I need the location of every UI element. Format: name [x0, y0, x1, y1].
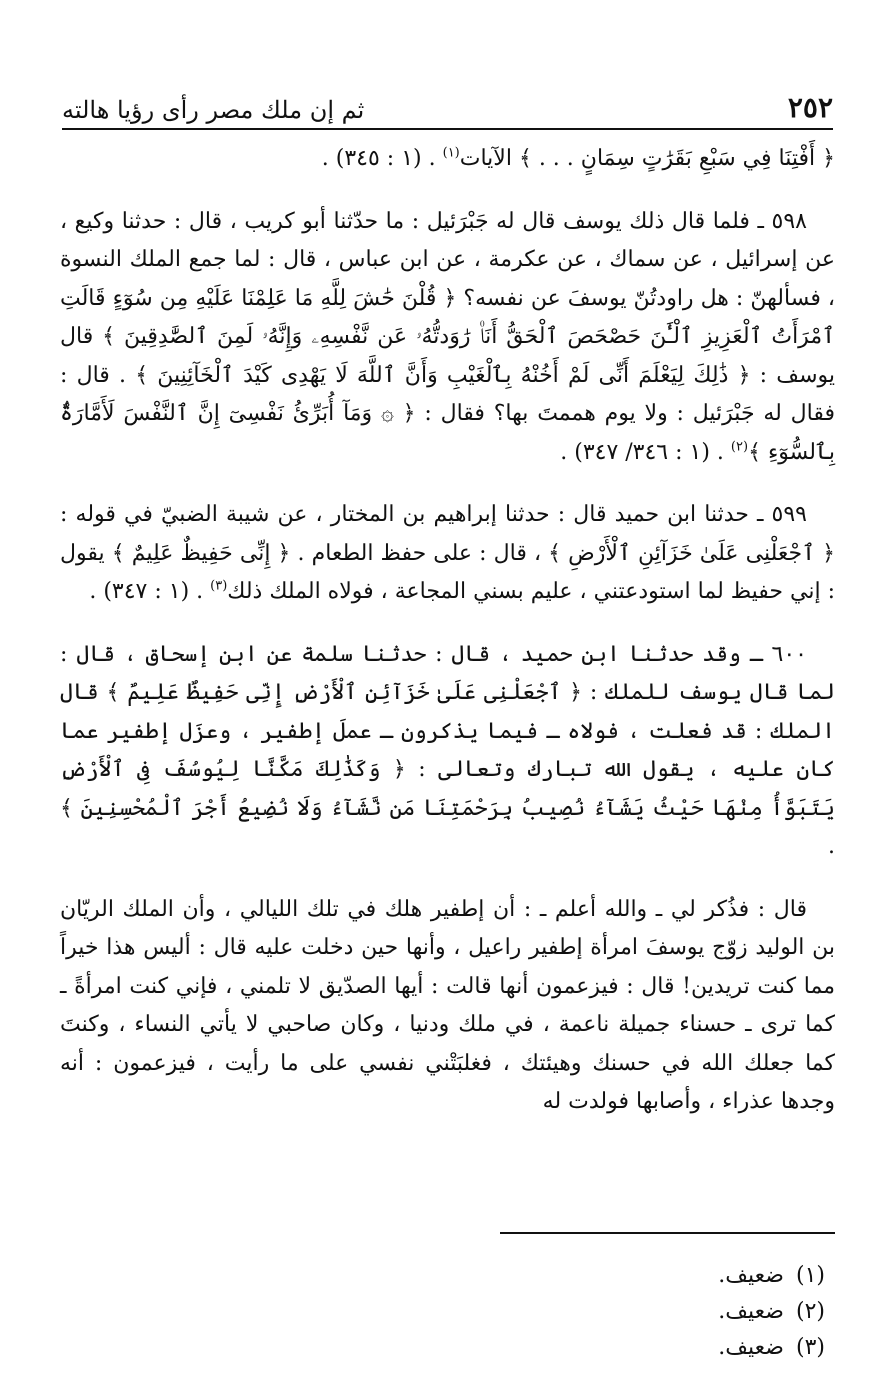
footnote-ref: (١) [442, 145, 460, 161]
footnote-divider [500, 1232, 835, 1234]
paragraph-600: ٦٠٠ ـ وقد حدثنا ابن حميد ، قال : حدثنا سلمة عن ابن إسحاق ، قال : لما قال يوسف للملك : ﴿ ٱجْعَلْنِى عَلَىٰ خَزَآئِنِ ٱلْأَرْضِ إِنِّى حَفِيظٌ عَلِيمٌ ﴾ قال الملك : قد فعلت ، فولاه ـ فيما يذكرون ـ عملَ إطفير ، وعزَل إطفير عما كان عليه ، يقول الله تبارك وتعالى : ﴿ وَكَذَٰلِكَ مَكَّنَّا لِيُوسُفَ فِى ٱلْأَرْضِ يَتَبَوَّأُ مِنْهَا حَيْثُ يَشَآءُ نُصِيبُ بِرَحْمَتِنَا مَن نَّشَآءُ وَلَا نُضِيعُ أَجْرَ ٱلْمُحْسِنِينَ ﴾ . [60, 641, 835, 859]
page-header [62, 78, 833, 130]
footnote-item: (٣) ضعيف. [718, 1335, 825, 1360]
paragraph-599: ٥٩٩ ـ حدثنا ابن حميد قال : حدثنا إبراهيم بن المختار ، عن شيبة الضبيّ في قوله : ﴿ ٱجْعَلْنِى عَلَىٰ خَزَآئِنِ ٱلْأَرْضِ ﴾ ، قال : على حفظ الطعام . ﴿ إِنِّى حَفِيظٌ عَلِيمٌ ﴾ يقول : إني حفيظ لما استودعتني ، عليم بسني المجاعة ، فولاه الملك ذلك$^{(٣)}$ . (١ : ٣٤٧) . [60, 502, 835, 604]
paragraph-verse-ref: ﴿ أَفْتِنَا فِي سَبْعِ بَقَرَٰتٍ سِمَانٍ . . . ﴾ الآيات$^{(١)}$ . (١ : ٣٤٥) . [321, 145, 835, 171]
page-number: ٢٥٢ [787, 91, 833, 124]
main-text [60, 140, 835, 1122]
footnote-item: (١) ضعيف. [718, 1263, 825, 1288]
running-title: ثم إن ملك مصر رأى رؤيا هالته [62, 96, 365, 124]
footnotes [718, 1258, 825, 1366]
paragraph-narrative: قال : فذُكر لي ـ والله أعلم ـ : أن إطفير هلك في تلك الليالي ، وأن الملك الريّان بن الوليد زوّج يوسفَ امرأة إطفير راعيل ، وأنها حين دخلت عليه قال : أليس هذا خيراً مما كنت تريدين! قال : فيزعمون أنها قالت : أيها الصدّيق لا تلمني ، فإني كنت امرأةً ـ كما ترى ـ حسناء جميلة ناعمة ، في ملك ودنيا ، وكان صاحبي لا يأتي النساء ، وكنتَ كما جعلك الله في حسنك وهيئتك ، فغلبَتْني نفسي على ما رأيت ، فيزعمون : أنه وجدها عذراء ، وأصابها فولدت له [60, 896, 835, 1114]
paragraph-598: ٥٩٨ ـ فلما قال ذلك يوسف قال له جَبْرَئيل : ما حدّثنا أبو كريب ، قال : حدثنا وكيع ، عن إسرائيل ، عن سماك ، عن عكرمة ، عن ابن عباس ، قال : لما جمع الملك النسوة ، فسألهنّ : هل راودتُنّ يوسفَ عن نفسه؟ ﴿ قُلْنَ حَٰشَ لِلَّهِ مَا عَلِمْنَا عَلَيْهِ مِن سُوٓءٍ قَالَتِ ٱمْرَأَتُ ٱلْعَزِيزِ ٱلْـَٰٔنَ حَصْحَصَ ٱلْحَقُّ أَنَا۠ رَٰوَدتُّهُۥ عَن نَّفْسِهِۦ وَإِنَّهُۥ لَمِنَ ٱلصَّٰدِقِينَ ﴾ قال يوسف : ﴿ ذَٰلِكَ لِيَعْلَمَ أَنِّى لَمْ أَخُنْهُ بِٱلْغَيْبِ وَأَنَّ ٱللَّهَ لَا يَهْدِى كَيْدَ ٱلْخَآئِنِينَ ﴾ . قال : فقال له جَبْرَئيل : ولا يوم هممتَ بها؟ فقال : ﴿ ۞ وَمَآ أُبَرِّئُ نَفْسِىٓ إِنَّ ٱلنَّفْسَ لَأَمَّارَةٌۢ بِٱلسُّوٓءِ ﴾$^{(٢)}$ . (١ : ٣٤٦/ ٣٤٧) . [60, 208, 835, 465]
footnote-ref: (٢) [730, 439, 749, 455]
footnote-item: (٢) ضعيف. [718, 1299, 825, 1324]
footnote-ref: (٣) [210, 578, 228, 594]
